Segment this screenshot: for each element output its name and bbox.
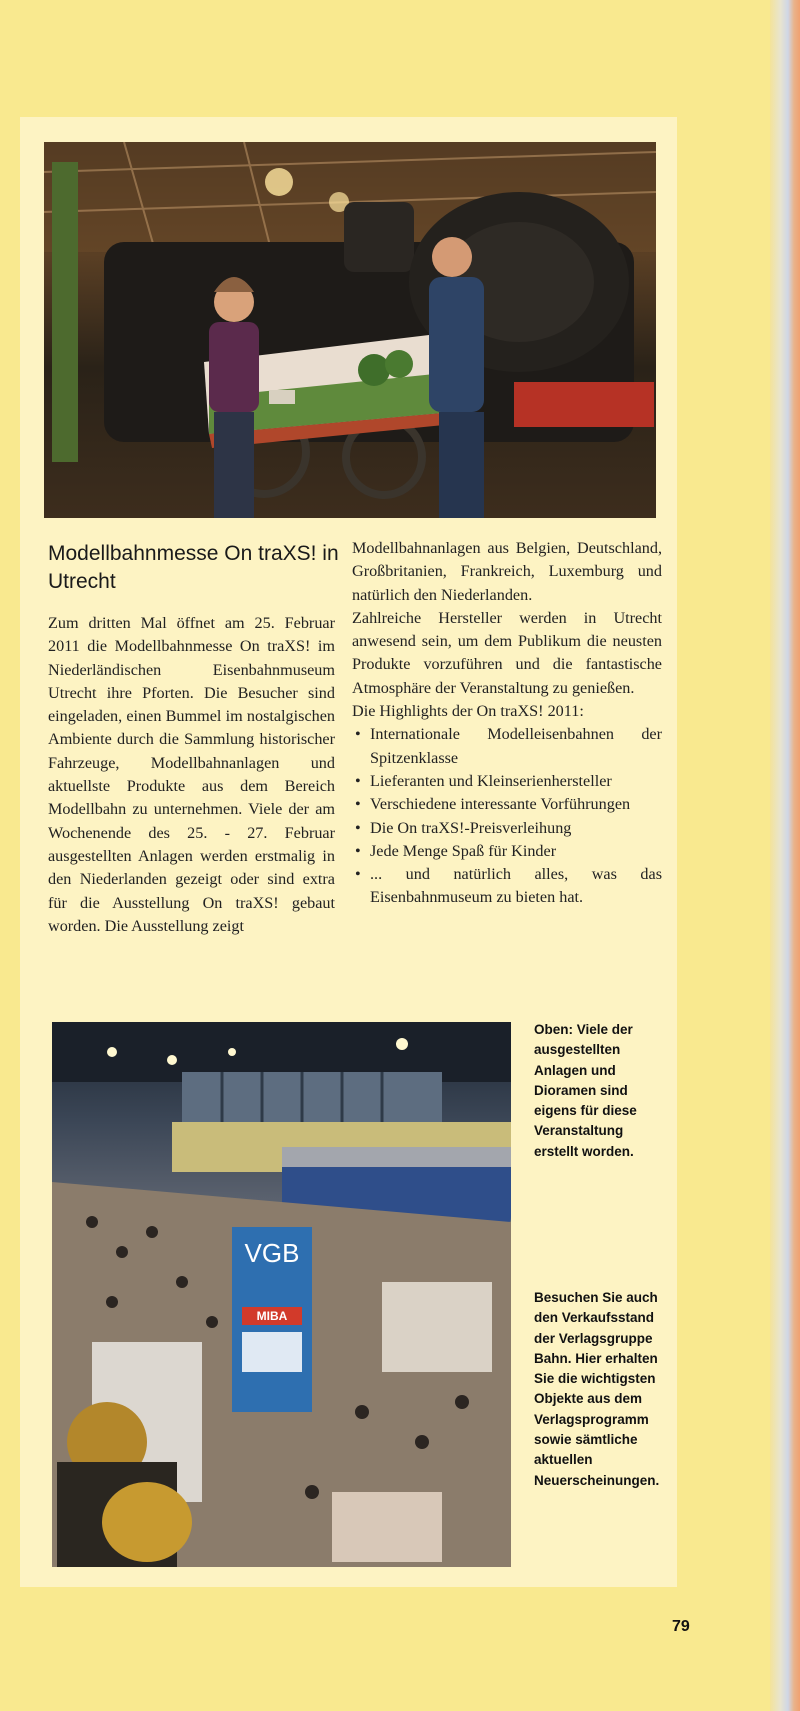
- photo-locomotive-art: [44, 142, 656, 518]
- highlight-item: • Internationale Modelleisenbahnen der Spitzenklasse: [352, 723, 662, 770]
- highlight-item: • Jede Menge Spaß für Kinder: [352, 840, 662, 863]
- highlight-item: • ... und natürlich alles, was das Eisenbahnmuseum zu bieten hat.: [352, 863, 662, 910]
- column-2-paragraph-2: Zahlreiche Hersteller werden in Utrecht anwesend sein, um dem Publikum die neusten Produkte vorzuführen und die fantastische Atmosphäre der Veranstaltung zu genießen.: [352, 608, 662, 697]
- highlights-intro: Die Highlights der On traXS! 2011:: [352, 702, 584, 721]
- highlight-item: • Die On traXS!-Preisverleihung: [352, 817, 662, 840]
- banner-sub-text: MIBA: [256, 1309, 288, 1323]
- page-number: 79: [672, 1618, 690, 1635]
- banner-brand-text: VGB: [244, 1238, 300, 1268]
- article-column-1: Zum dritten Mal öffnet am 25. Februar 2011 die Modellbahnmesse On traXS! im Niederländischen Eisenbahnmuseum Utrecht ihre Pforten. Die Besucher sind eingeladen, einen Bummel im nostalgischen Ambiente durch die Sammlung historischer Fahrzeuge, Modellbahnanlagen und aktuellste Produkte aus dem Bereich Modellbahn zu unternehmen. Viele der am Wochenende des 25. - 27. Februar ausgestellten Anlagen werden erstmalig in den Niederlanden gezeigt oder sind extra für die Ausstellung On traXS! gebaut worden. Die Ausstellung zeigt: [48, 614, 335, 935]
- photo-locomotive-diorama: [44, 142, 656, 518]
- highlights-list: [352, 723, 662, 909]
- article-column-2: [352, 537, 662, 910]
- column-2-paragraph-1: Modellbahnanlagen aus Belgien, Deutschland, Großbritanien, Frankreich, Luxemburg und natürlich den Niederlanden.: [352, 539, 662, 604]
- highlight-item: • Verschiedene interessante Vorführungen: [352, 793, 662, 816]
- photo-exhibition-hall: [52, 1022, 511, 1567]
- caption-bottom: Besuchen Sie auch den Verkaufsstand der Verlagsgruppe Bahn. Hier erhalten Sie die wichtigsten Objekte aus dem Verlagsprogramm sowie sämtliche aktuellen Neuerscheinungen.: [534, 1290, 660, 1488]
- page-edge: [770, 0, 800, 1711]
- photo-hall-art: [52, 1022, 511, 1567]
- highlight-item: • Lieferanten und Kleinserienhersteller: [352, 770, 662, 793]
- article-title: Modellbahnmesse On traXS! in Utrecht: [48, 542, 339, 593]
- caption-top: Oben: Viele der ausgestellten Anlagen und Dioramen sind eigens für diese Veranstaltung erstellt worden.: [534, 1022, 637, 1159]
